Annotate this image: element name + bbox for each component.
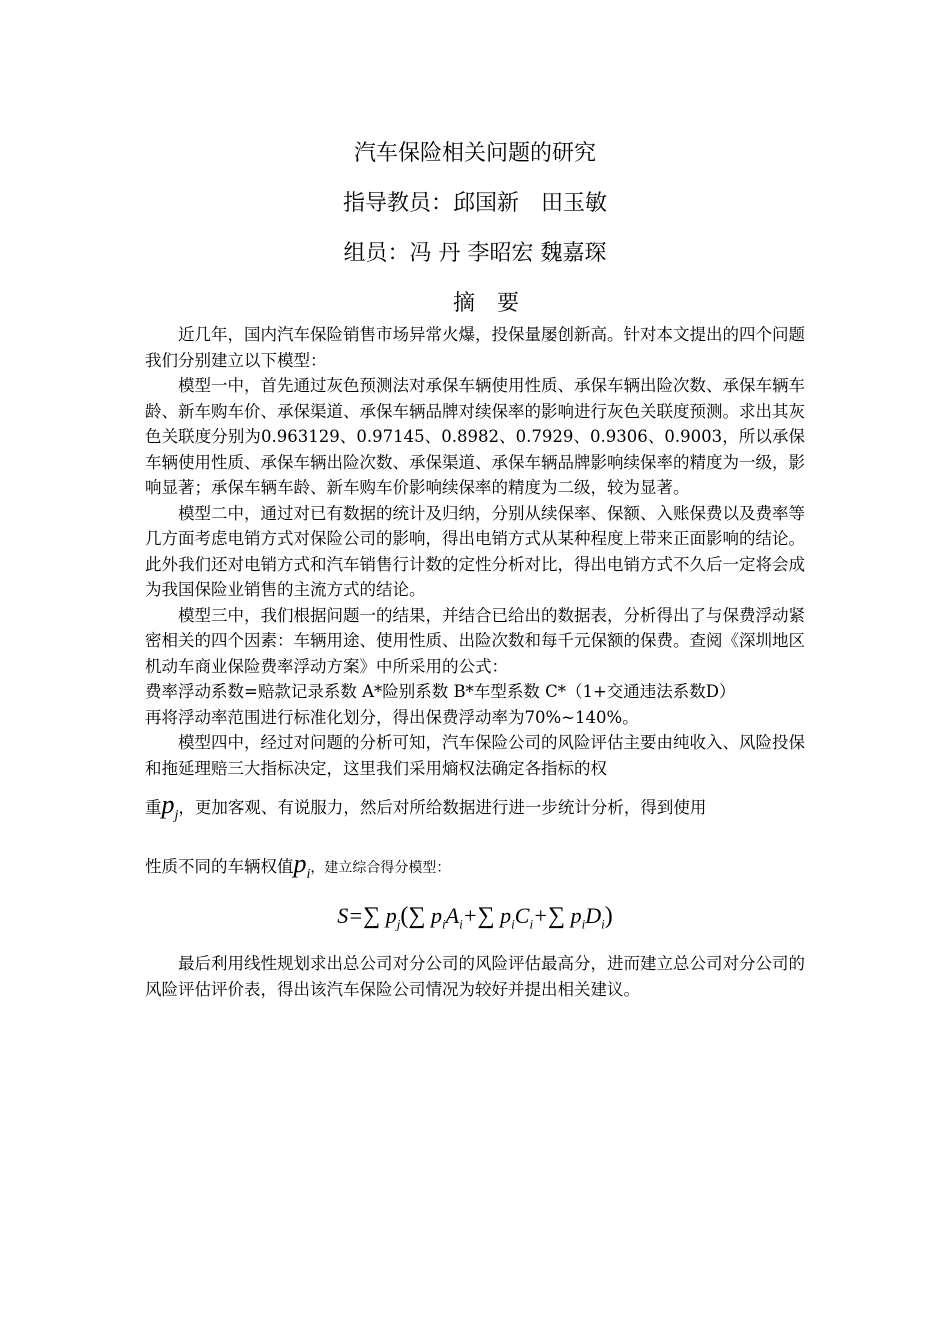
math-p-j: $p_j$ bbox=[161, 790, 179, 824]
abstract-body bbox=[145, 322, 805, 1002]
paragraph-model-4-vehicle bbox=[145, 840, 805, 899]
paragraph-intro: 近几年，国内汽车保险销售市场异常火爆，投保量屡创新高。针对本文提出的四个问题我们分别建立以下模型： bbox=[145, 325, 805, 370]
formula-text-line: 费率浮动系数=赔款记录系数 A*险别系数 B*车型系数 C*（1+交通违法系数D） bbox=[145, 682, 736, 701]
text-vehicle-post: ，建立综合得分模型： bbox=[310, 860, 451, 877]
members-line: 组员：冯 丹 李昭宏 魏嘉琛 bbox=[343, 241, 607, 266]
paragraph-conclusion: 最后利用线性规划求出总公司对分公司的风险评估最高分，进而建立总公司对分公司的风险评估评价表，得出该汽车保险公司情况为较好并提出相关建议。 bbox=[145, 954, 805, 999]
paragraph-model-3: 模型三中，我们根据问题一的结果，并结合已给出的数据表，分析得出了与保费浮动紧密相关的四个因素：车辆用途、使用性质、出险次数和每千元保额的保费。查阅《深圳地区机动车商业保险费率浮动方案》中所采用的公式： bbox=[145, 605, 805, 676]
math-p-i: $p_i$ bbox=[293, 849, 311, 883]
paragraph-model-3-result: 再将浮动率范围进行标准化划分，得出保费浮动率为70%~140%。 bbox=[145, 707, 639, 727]
paragraph-model-2: 模型二中，通过对已有数据的统计及归纳，分别从续保率、保额、入账保费以及费率等几方面考虑电销方式对保险公司的影响，得出电销方式从某种程度上带来正面影响的结论。此外我们还对电销方式和汽车销售行计数的定性分析对比，得出电销方式不久后一定将会成为我国保险业销售的主流方式的结论。 bbox=[145, 503, 805, 599]
text-weight-pre: 重 bbox=[145, 798, 162, 817]
advisors-line: 指导教员：邱国新 田玉敏 bbox=[342, 191, 607, 216]
paragraph-model-4: 模型四中，经过对问题的分析可知，汽车保险公司的风险评估主要由纯收入、风险投保和拖延理赔三大指标决定，这里我们采用熵权法确定各指标的权 bbox=[145, 733, 805, 778]
text-vehicle-pre: 性质不同的车辆权值 bbox=[145, 857, 294, 877]
paragraph-model-4-weights bbox=[145, 781, 805, 840]
abstract-heading: 摘要 bbox=[452, 291, 541, 316]
paragraph-model-1: 模型一中，首先通过灰色预测法对承保车辆使用性质、承保车辆出险次数、承保车辆车龄、新车购车价、承保渠道、承保车辆品牌对续保率的影响进行灰色关联度预测。求出其灰色关联度分别为0.963129、0.97145、0.8982、0.7929、0.9306、0.9003，所以承保车辆使用性质、承保车辆出险次数、承保渠道、承保车辆品牌影响续保率的精度为一级，影响显著；承保车辆车龄、新车购车价影响续保率的精度为二级，较为显著。 bbox=[145, 376, 805, 497]
text-weight-post: ，更加客观、有说服力，然后对所给数据进行进一步统计分析，得到使用 bbox=[178, 798, 707, 817]
score-formula: S=∑ $p_j(\sum$ $p_iA_i+\sum$ $p_iC_i+\sum$ $p_iD_i$) bbox=[337, 903, 613, 932]
paper-title: 汽车保险相关问题的研究 bbox=[353, 141, 596, 166]
